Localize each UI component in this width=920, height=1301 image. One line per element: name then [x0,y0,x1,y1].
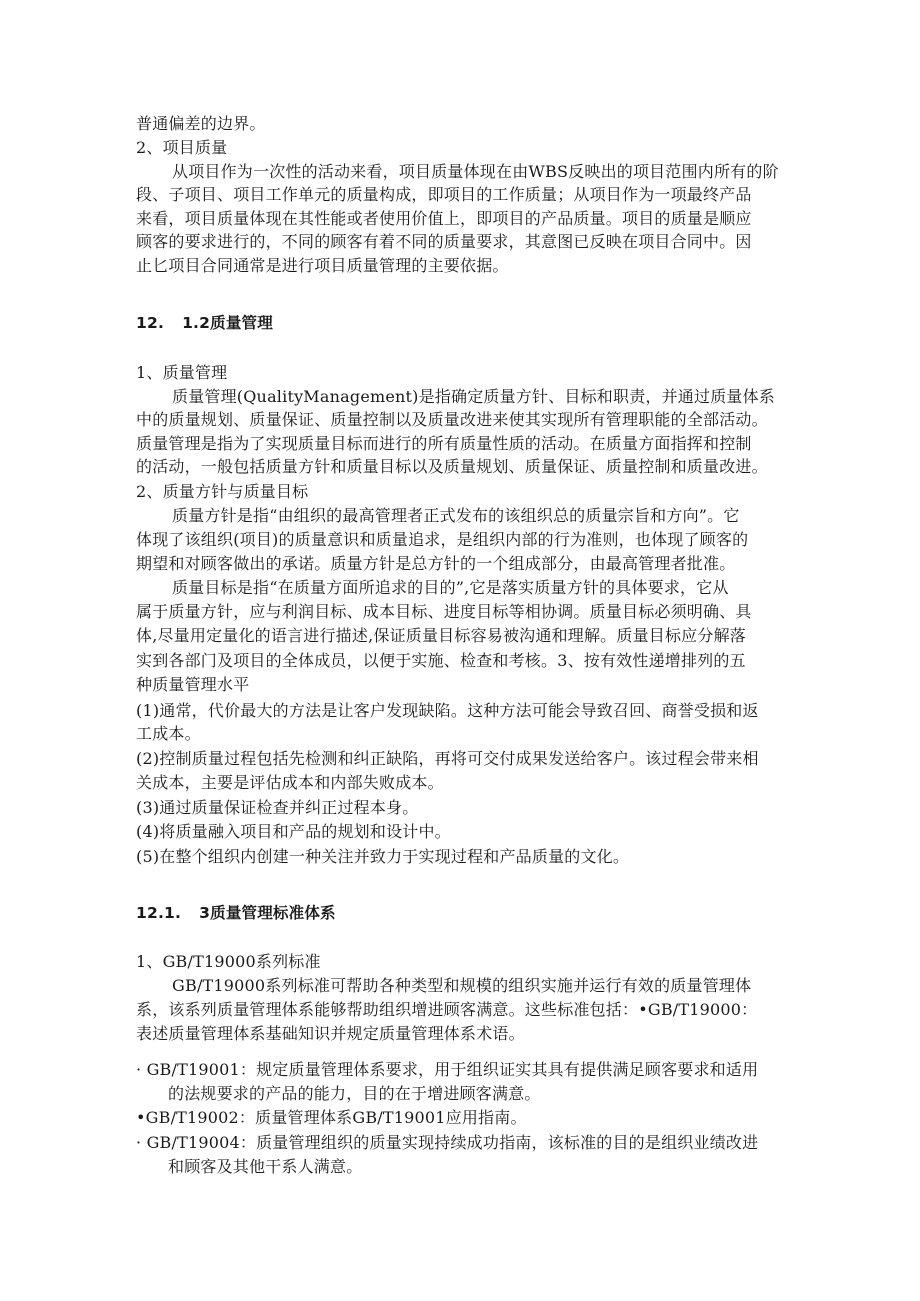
bullet-item: •GB/T19002：质量管理体系GB/T19001应用指南。 [136,1108,527,1127]
bullet-item-cont: 和顾客及其他干系人满意。 [168,1157,363,1176]
text-line: 顾客的要求进行的，不同的顾客有着不同的质量要求，其意图已反映在项目合同中。因 [136,232,752,251]
list-item: (1)通常，代价最大的方法是让客户发现缺陷。这种方法可能会导致召回、商誉受损和返 [136,701,759,720]
bullet-item: · GB/T19004：质量管理组织的质量实现持续成功指南，该标准的目的是组织业绩改进 [136,1133,759,1152]
list-item-cont: 关成本，主要是评估成本和内部失败成本。 [136,773,444,792]
subheading-project-quality: 2、项目质量 [136,138,228,157]
subheading-quality-policy: 2、质量方针与质量目标 [136,482,309,501]
text-line: 的活动，一般包括质量方针和质量目标以及质量规划、质量保证、质量控制和质量改进。 [136,457,768,476]
text-line: 表述质量管理体系基础知识并规定质量管理体系术语。 [136,1024,525,1043]
text-line: 质量方针是指“由组织的最高管理者正式发布的该组织总的质量宗旨和方向”。它 [172,506,740,525]
text-line: 质量管理(QualityManagement)是指确定质量方针、目标和职责，并通过质量体系 [172,387,776,406]
text-line: 段、子项目、项目工作单元的质量构成，即项目的工作质量；从项目作为一项最终产品 [136,185,752,204]
text-line: GB/T19000系列标准可帮助各种类型和规模的组织实施并运行有效的质量管理体 [172,976,752,995]
text-line: 期望和对顾客做出的承诺。质量方针是总方针的一个组成部分，由最高管理者批准。 [136,554,736,573]
list-item: (4)将质量融入项目和产品的规划和设计中。 [136,822,451,841]
section-number: 12. [136,314,165,332]
list-item: (5)在整个组织内创建一种关注并致力于实现过程和产品质量的文化。 [136,847,630,866]
text-line: 从项目作为一次性的活动来看，项目质量体现在由WBS反映出的项目范围内所有的阶 [172,162,779,181]
section-title: 1.2质量管理 [182,314,273,332]
text-line: 止匕项目合同通常是进行项目质量管理的主要依据。 [136,256,509,275]
subheading-quality-management: 1、质量管理 [136,363,228,382]
bullet-item-cont: 的法规要求的产品的能力，目的在于增进顾客满意。 [168,1084,541,1103]
list-item: (3)通过质量保证检查并纠正过程本身。 [136,798,419,817]
text-line: 实到各部门及项目的全体成员，以便于实施、检查和考核。3、按有效性递增排列的五 [136,651,746,670]
section-heading-standards [136,902,336,924]
text-line: 体现了该组织(项目)的质量意识和质量追求，是组织内部的行为准则，也体现了顾客的 [136,530,749,549]
section-heading-quality-management [136,312,273,334]
text-line: 质量管理是指为了实现质量目标而进行的所有质量性质的活动。在质量方面指挥和控制 [136,434,752,453]
list-item-cont: 工成本。 [136,724,201,743]
text-line: 体,尽量用定量化的语言进行描述,保证质量目标容易被沟通和理解。质量目标应分解落 [136,626,746,645]
text-line: 属于质量方针，应与利润目标、成本目标、进度目标等相协调。质量目标必须明确、具 [136,602,752,621]
text-line: 种质量管理水平 [136,675,250,694]
text-line: 系，该系列质量管理体系能够帮助组织增进顾客满意。这些标准包括：•GB/T19000： [136,1000,758,1019]
list-item: (2)控制质量过程包括先检测和纠正缺陷，再将可交付成果发送给客户。该过程会带来相 [136,749,759,768]
text-line: 普通偏差的边界。 [136,114,266,133]
text-line: 中的质量规划、质量保证、质量控制以及质量改进来使其实现所有管理职能的全部活动。 [136,410,768,429]
section-number: 12.1. [136,904,182,922]
subheading-gb-standards: 1、GB/T19000系列标准 [136,952,321,971]
text-line: 质量目标是指“在质量方面所追求的目的”,它是落实质量方针的具体要求，它从 [172,578,729,597]
text-line: 来看，项目质量体现在其性能或者使用价值上，即项目的产品质量。项目的质量是顺应 [136,209,752,228]
bullet-item: · GB/T19001：规定质量管理体系要求，用于组织证实其具有提供满足顾客要求和适用 [136,1060,759,1079]
section-title: 3质量管理标准体系 [199,904,336,922]
